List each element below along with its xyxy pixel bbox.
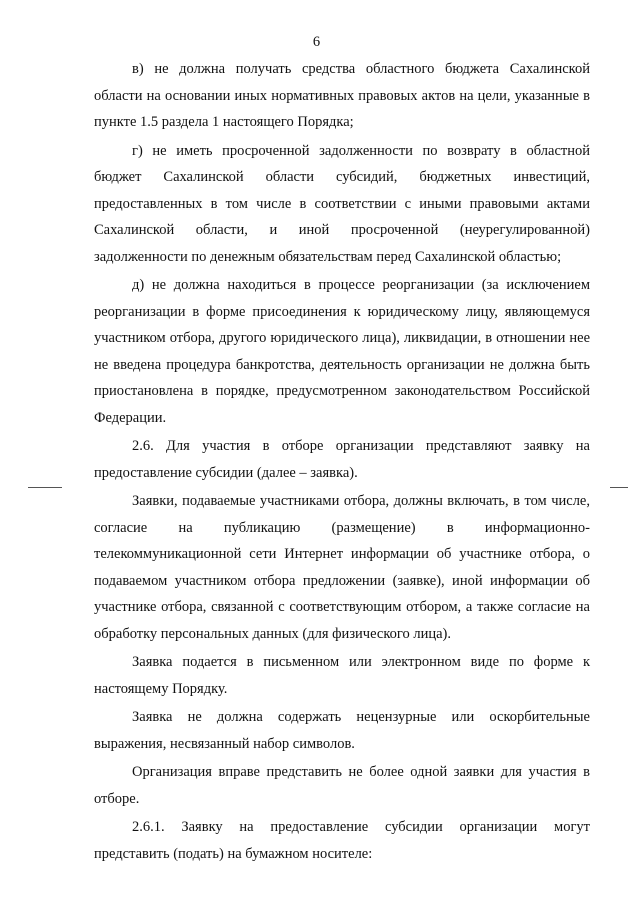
scan-mark-left — [28, 487, 62, 488]
paragraph-content-restrictions: Заявка не должна содержать нецензурные или оскорбительные выражения, несвязанный набор символов. — [94, 709, 590, 752]
paragraph-one-application: Организация вправе представить не более одной заявки для участия в отборе. — [94, 764, 590, 807]
document-body — [94, 56, 590, 867]
page-number: 6 — [312, 34, 321, 50]
paragraph-g: г) не иметь просроченной задолженности по возврату в областной бюджет Сахалинской области субсидий, бюджетных инвестиций, предоставленных в том числе в соответствии с иными правовыми актами Сахалинской области, и иной просроченной (неурегулированной) задолженности по денежным обязательствам перед Сахалинской областью; — [94, 142, 590, 265]
paragraph-d: д) не должна находиться в процессе реорганизации (за исключением реорганизации в форме присоединения к юридическому лицу, являющемуся участником отбора, другого юридического лица), ликвидации, в отношении нее не введена процедура банкротства, деятельность организации не должна быть приостановлена в порядке, предусмотренном законодательством Российской Федерации. — [94, 277, 590, 426]
scan-mark-right — [610, 487, 628, 488]
paragraph-2-6-1: 2.6.1. Заявку на предоставление субсидии организации могут представить (подать) на бумажном носителе: — [94, 819, 590, 862]
paragraph-submission-form: Заявка подается в письменном или электронном виде по форме к настоящему Порядку. — [94, 654, 590, 697]
paragraph-2-6: 2.6. Для участия в отборе организации представляют заявку на предоставление субсидии (далее – заявка). — [94, 438, 590, 481]
paragraph-v: в) не должна получать средства областного бюджета Сахалинской области на основании иных нормативных правовых актов на цели, указанные в пункте 1.5 раздела 1 настоящего Порядка; — [94, 61, 590, 130]
paragraph-applications: Заявки, подаваемые участниками отбора, должны включать, в том числе, согласие на публикацию (размещение) в информационно-телекоммуникационной сети Интернет информации об участнике отбора, о подаваемом участником отбора предложении (заявке), иной информации об участнике отбора, связанной с соответствующим отбором, а также согласие на обработку персональных данных (для физического лица). — [94, 493, 590, 642]
